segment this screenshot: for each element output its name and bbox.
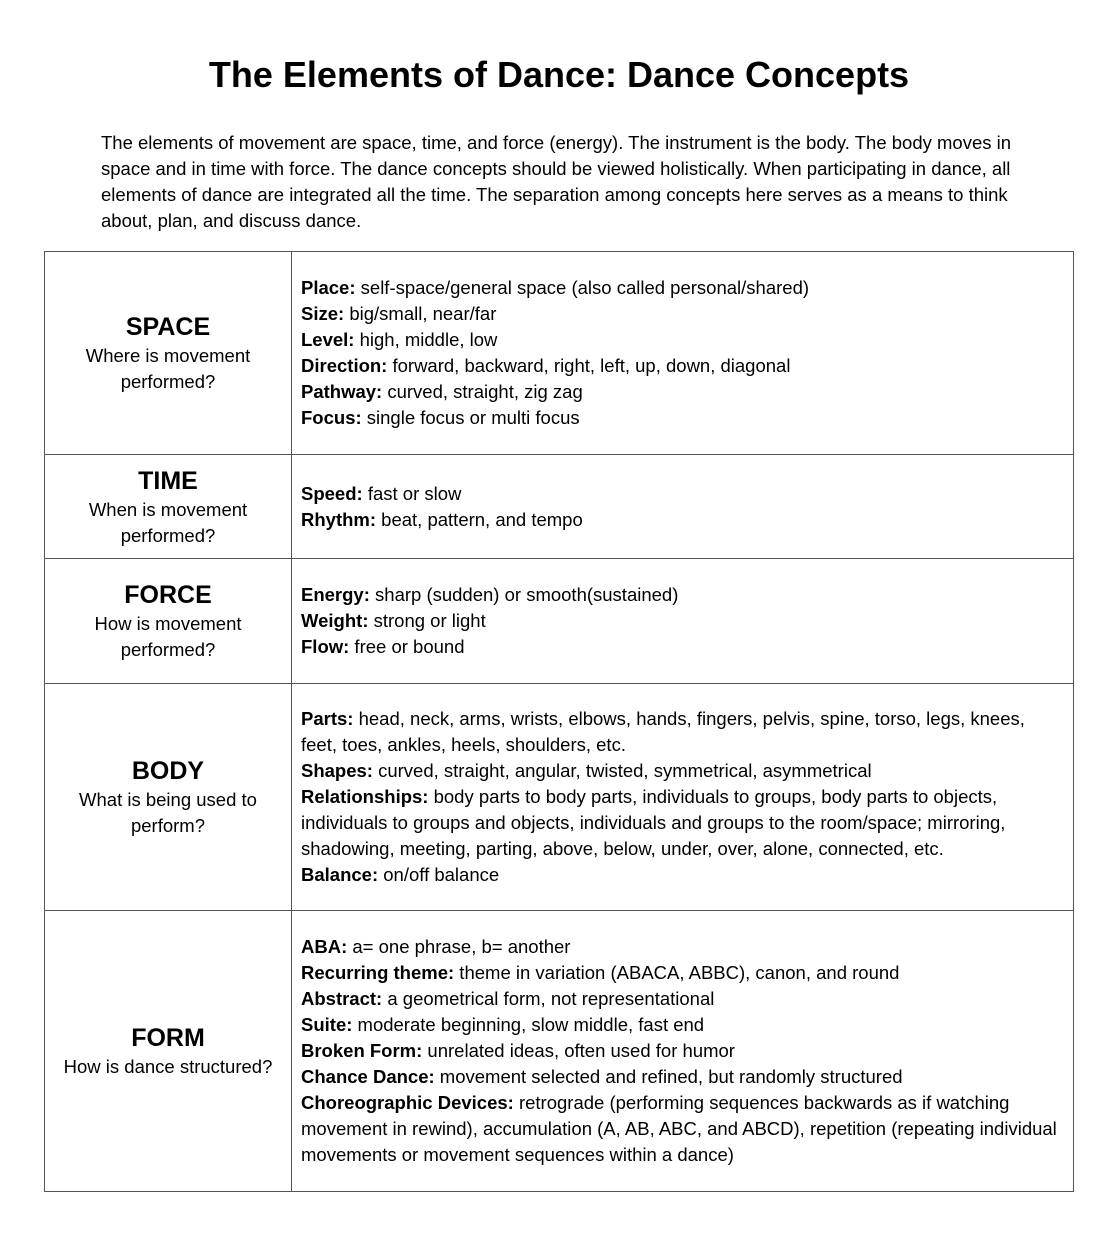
detail-desc: curved, straight, angular, twisted, symmetrical, asymmetrical: [372, 760, 872, 781]
detail-term: Place:: [301, 277, 356, 298]
concept-details: [292, 911, 1074, 1192]
detail-line: [301, 301, 1065, 327]
detail-line: [301, 353, 1065, 379]
detail-desc: unrelated ideas, often used for humor: [422, 1040, 735, 1061]
detail-term: Relationships:: [301, 786, 429, 807]
concept-details: [292, 455, 1074, 559]
detail-term: Speed:: [301, 482, 363, 504]
detail-term: Shapes:: [301, 760, 373, 781]
detail-term: Parts:: [301, 708, 354, 729]
concept-label-cell: [45, 455, 292, 559]
detail-desc: single focus or multi focus: [361, 407, 580, 428]
detail-term: Recurring theme:: [301, 962, 455, 983]
detail-line: [301, 784, 1065, 862]
detail-line: [301, 327, 1065, 353]
detail-desc: moderate beginning, slow middle, fast end: [352, 1014, 705, 1035]
concept-details: [292, 252, 1074, 455]
detail-desc: forward, backward, right, left, up, down, diagonal: [387, 355, 791, 376]
concept-details: [292, 559, 1074, 684]
detail-term: Pathway:: [301, 381, 383, 402]
concept-name: BODY: [131, 757, 205, 785]
detail-line: [301, 1064, 1065, 1090]
detail-desc: a= one phrase, b= another: [347, 936, 571, 957]
detail-line: [301, 634, 1065, 660]
detail-line: [301, 1012, 1065, 1038]
concept-name: TIME: [138, 466, 198, 495]
detail-desc: theme in variation (ABACA, ABBC), canon, and round: [454, 962, 900, 983]
detail-desc: self-space/general space (also called personal/shared): [355, 277, 810, 298]
detail-desc: beat, pattern, and tempo: [376, 508, 583, 530]
intro-paragraph: The elements of movement are space, time, and force (energy). The instrument is the body. The body moves in space and in time with force. The dance concepts should be viewed holistically. When participating in dance, all elements of dance are integrated all the time. The separation among concepts here serves as a means to think about, plan, and discuss dance.: [101, 132, 1012, 231]
detail-desc: big/small, near/far: [344, 303, 497, 324]
detail-desc: retrograde (performing sequences backwards as if watching movement in rewind), accumulation (A, AB, ABC, and ABCD), repetition (repeating individual movements or movement sequences within a dance): [301, 1092, 1057, 1165]
concept-question: How is movement performed?: [94, 613, 242, 660]
concept-question: What is being used to perform?: [79, 789, 257, 836]
detail-term: Direction:: [301, 355, 388, 376]
concept-row-force: [45, 559, 1074, 684]
detail-desc: on/off balance: [378, 864, 500, 885]
detail-line: [301, 960, 1065, 986]
concept-row-form: [45, 911, 1074, 1192]
detail-term: ABA:: [301, 936, 348, 957]
detail-term: Rhythm:: [301, 508, 377, 530]
concept-row-time: [45, 455, 1074, 559]
concept-name: FORCE: [124, 581, 212, 609]
detail-term: Energy:: [301, 584, 370, 605]
detail-desc: sharp (sudden) or smooth(sustained): [369, 584, 679, 605]
detail-line: [301, 582, 1065, 608]
concept-name: FORM: [131, 1024, 205, 1052]
detail-desc: strong or light: [368, 610, 486, 631]
dance-concepts-table: [44, 251, 1074, 1192]
detail-desc: curved, straight, zig zag: [382, 381, 583, 402]
detail-term: Size:: [301, 303, 345, 324]
detail-line: [301, 405, 1065, 431]
concept-question: Where is movement performed?: [85, 345, 251, 392]
detail-term: Balance:: [301, 864, 379, 885]
detail-line: [301, 608, 1065, 634]
detail-desc: head, neck, arms, wrists, elbows, hands, fingers, pelvis, spine, torso, legs, knees, feet, toes, ankles, heels, shoulders, etc.: [301, 708, 1025, 755]
detail-term: Suite:: [301, 1014, 353, 1035]
detail-desc: high, middle, low: [354, 329, 498, 350]
detail-desc: a geometrical form, not representational: [382, 988, 715, 1009]
detail-line: [301, 379, 1065, 405]
detail-line: [301, 1090, 1065, 1168]
detail-line: [301, 758, 1065, 784]
detail-line: [301, 986, 1065, 1012]
detail-desc: free or bound: [349, 636, 465, 657]
detail-line: [301, 507, 1065, 533]
detail-term: Flow:: [301, 636, 350, 657]
detail-term: Weight:: [301, 610, 369, 631]
concept-name: SPACE: [125, 313, 211, 341]
detail-line: [301, 706, 1065, 758]
detail-desc: body parts to body parts, individuals to groups, body parts to objects, individuals to groups and objects, individuals and groups to the room/space; mirroring, shadowing, meeting, parting, above, below, under, over, alone, connected, etc.: [301, 786, 1006, 859]
detail-desc: fast or slow: [362, 482, 462, 504]
concept-label-cell: [45, 252, 292, 455]
detail-line: [301, 934, 1065, 960]
detail-line: [301, 275, 1065, 301]
concept-details: [292, 684, 1074, 911]
detail-term: Chance Dance:: [301, 1066, 435, 1087]
concept-row-space: [45, 252, 1074, 455]
detail-term: Choreographic Devices:: [301, 1092, 514, 1113]
detail-term: Broken Form:: [301, 1040, 423, 1061]
page-title: The Elements of Dance: Dance Concepts: [208, 54, 910, 95]
detail-line: [301, 1038, 1065, 1064]
concept-question: How is dance structured?: [63, 1056, 273, 1077]
concept-label-cell: [45, 559, 292, 684]
detail-term: Abstract:: [301, 988, 383, 1009]
concept-row-body: [45, 684, 1074, 911]
concept-label-cell: [45, 684, 292, 911]
detail-line: [301, 481, 1065, 507]
detail-term: Level:: [301, 329, 355, 350]
detail-term: Focus:: [301, 407, 362, 428]
concept-question: When is movement performed?: [88, 498, 248, 546]
detail-line: [301, 862, 1065, 888]
concept-label-cell: [45, 911, 292, 1192]
detail-desc: movement selected and refined, but randomly structured: [434, 1066, 903, 1087]
